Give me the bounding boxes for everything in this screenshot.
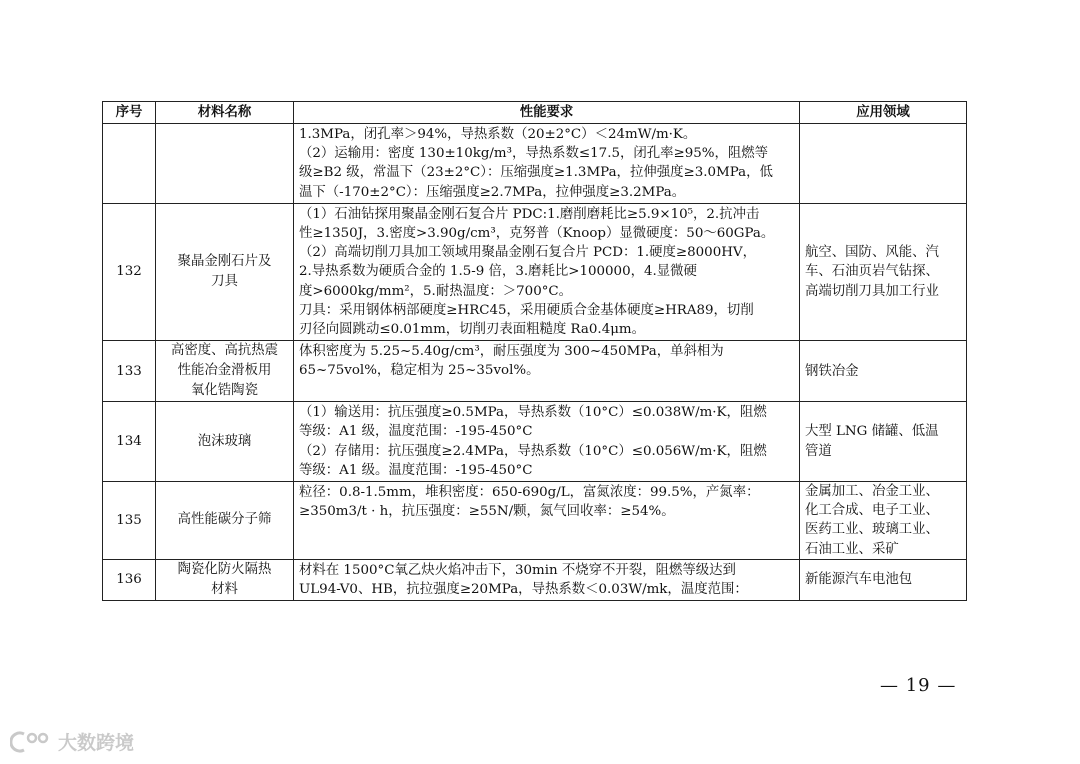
cell-material-name-line: 泡沫玻璃 bbox=[197, 433, 252, 449]
cell-serial-number: 132 bbox=[103, 203, 156, 340]
cell-performance-line: 1.3MPa，闭孔率＞94%，导热系数（20±2°C）＜24mW/m·K。 bbox=[299, 127, 697, 142]
cell-performance-line: （1）输送用：抗压强度≥0.5MPa，导热系数（10°C）≤0.038W/m·K，阻燃 bbox=[299, 405, 767, 421]
cell-application-line: 化工合成、电子工业、 bbox=[805, 503, 939, 519]
cell-performance-line: 度>6000kg/mm²，5.耐热温度：＞700°C。 bbox=[299, 283, 573, 299]
watermark-text: 大数跨境 bbox=[58, 732, 135, 754]
cell-material-name-line: 陶瓷化防火隔热 bbox=[177, 562, 272, 578]
table-row bbox=[103, 124, 967, 204]
cell-application-line: 金属加工、冶金工业、 bbox=[805, 484, 939, 500]
cell-performance-line: 刃径向圆跳动≤0.01mm，切削刃表面粗糙度 Ra0.4μm。 bbox=[299, 322, 646, 338]
cell-performance-line: 粒径：0.8-1.5mm，堆积密度：650-690g/L，富氮浓度：99.5%，产氮率： bbox=[299, 485, 760, 501]
cell-application bbox=[800, 482, 967, 560]
cell-performance-line: （1）石油钻探用聚晶金刚石复合片 PDC:1.磨削磨耗比≥5.9×10⁵，2.抗冲击 bbox=[299, 206, 760, 222]
cell-material-name-line: 刀具 bbox=[211, 274, 238, 290]
watermark bbox=[10, 728, 134, 755]
cell-application bbox=[800, 559, 967, 600]
cell-application-line: 航空、国防、风能、汽 bbox=[805, 245, 939, 261]
cell-application bbox=[800, 341, 967, 402]
cell-material-name-line: 材料 bbox=[211, 582, 238, 598]
cell-serial-number: 135 bbox=[103, 482, 156, 560]
cell-performance-line: 刀具：采用钢体柄部硬度≥HRC45，采用硬质合金基体硬度≥HRA89，切削 bbox=[299, 302, 754, 318]
table-header-row bbox=[103, 102, 967, 124]
cell-performance-line: ≥350m3/t · h，抗压强度：≥55N/颗，氮气回收率：≥54%。 bbox=[299, 504, 675, 520]
cell-performance bbox=[294, 341, 800, 402]
cell-performance-line: （2）存储用：抗压强度≥2.4MPa，导热系数（10°C）≤0.056W/m·K，阻燃 bbox=[299, 443, 767, 459]
cell-application-line: 医药工业、玻璃工业、 bbox=[805, 522, 939, 538]
cell-application bbox=[800, 402, 967, 482]
cell-material-name bbox=[156, 203, 294, 340]
cell-performance-line: 等级：A1 级，温度范围：-195-450°C bbox=[299, 424, 533, 440]
header-application-field: 应用领域 bbox=[800, 102, 967, 124]
cell-application-line: 高端切削刀具加工行业 bbox=[805, 283, 939, 299]
cell-application-line: 大型 LNG 储罐、低温 bbox=[805, 424, 939, 440]
table-row bbox=[103, 482, 967, 560]
cell-application bbox=[800, 124, 967, 204]
table-body bbox=[103, 124, 967, 601]
cell-performance-line: （2）运输用：密度 130±10kg/m³，导热系数≤17.5，闭孔率≥95%，阻燃等 bbox=[299, 146, 769, 162]
header-performance-requirements: 性能要求 bbox=[294, 102, 800, 124]
header-material-name: 材料名称 bbox=[156, 102, 294, 124]
cell-performance-line: 性≥1350J，3.密度>3.90g/cm³，克努普（Knoop）显微硬度：50～60GPa。 bbox=[299, 226, 775, 242]
cell-performance-line: 65~75vol%，稳定相为 25~35vol%。 bbox=[299, 363, 540, 379]
cell-performance-line: 级≥B2 级，常温下（23±2°C）：压缩强度≥1.3MPa，拉伸强度≥3.0MPa，低 bbox=[299, 165, 773, 181]
cell-performance-line: （2）高端切削刀具加工领域用聚晶金刚石复合片 PCD：1.硬度≥8000HV， bbox=[299, 245, 756, 261]
cell-material-name bbox=[156, 124, 294, 204]
cell-application-line: 石油工业、采矿 bbox=[805, 541, 899, 557]
table-row bbox=[103, 341, 967, 402]
cell-material-name bbox=[156, 482, 294, 560]
cell-serial-number bbox=[103, 124, 156, 204]
cell-serial-number: 136 bbox=[103, 559, 156, 600]
page-number: — 19 — bbox=[880, 675, 957, 696]
cell-serial-number: 133 bbox=[103, 341, 156, 402]
cell-material-name bbox=[156, 559, 294, 600]
cell-material-name-line: 聚晶金刚石片及 bbox=[177, 254, 272, 270]
cell-application-line: 车、石油页岩气钻探、 bbox=[805, 264, 939, 280]
cell-application bbox=[800, 203, 967, 340]
table-row bbox=[103, 402, 967, 482]
cell-material-name bbox=[156, 402, 294, 482]
cell-material-name bbox=[156, 341, 294, 402]
cell-performance-line: 温下（-170±2°C）：压缩强度≥2.7MPa，拉伸强度≥3.2MPa。 bbox=[299, 184, 686, 200]
table-row bbox=[103, 203, 967, 340]
cell-performance bbox=[294, 559, 800, 600]
cell-application-line: 新能源汽车电池包 bbox=[805, 572, 913, 588]
cell-serial-number: 134 bbox=[103, 402, 156, 482]
cell-material-name-line: 氧化锆陶瓷 bbox=[191, 383, 258, 399]
cell-performance-line: 体积密度为 5.25~5.40g/cm³，耐压强度为 300~450MPa，单斜相为 bbox=[299, 344, 724, 360]
cell-application-line: 管道 bbox=[805, 443, 832, 459]
cell-performance bbox=[294, 203, 800, 340]
table-row bbox=[103, 559, 967, 600]
brand-logo-icon bbox=[10, 729, 54, 755]
cell-performance bbox=[294, 402, 800, 482]
cell-material-name-line: 高密度、高抗热震 bbox=[170, 343, 279, 359]
cell-application-line: 钢铁冶金 bbox=[805, 363, 859, 379]
cell-performance-line: 等级：A1 级。温度范围：-195-450°C bbox=[299, 462, 533, 478]
header-serial-number: 序号 bbox=[103, 102, 156, 124]
cell-performance-line: 2.导热系数为硬质合金的 1.5-9 倍，3.磨耗比>100000，4.显微硬 bbox=[299, 264, 697, 280]
cell-performance-line: 材料在 1500°C氧乙炔火焰冲击下，30min 不烧穿不开裂，阻燃等级达到 bbox=[299, 562, 736, 578]
cell-performance bbox=[294, 124, 800, 204]
cell-performance bbox=[294, 482, 800, 560]
cell-material-name-line: 高性能碳分子筛 bbox=[177, 512, 272, 528]
cell-performance-line: UL94-V0、HB，抗拉强度≥20MPa，导热系数＜0.03W/mk，温度范围： bbox=[299, 582, 748, 598]
cell-material-name-line: 性能冶金滑板用 bbox=[177, 363, 272, 379]
materials-table bbox=[102, 101, 967, 601]
